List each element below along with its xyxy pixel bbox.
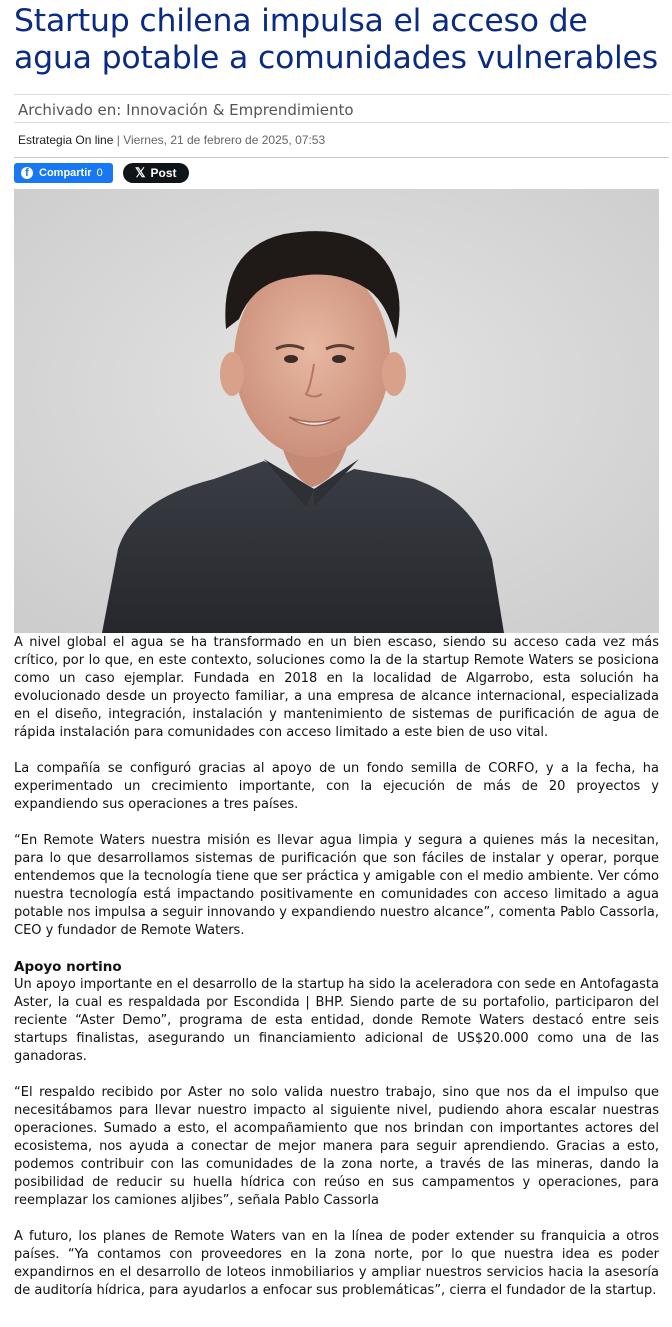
- byline-divider: [14, 157, 669, 158]
- facebook-share-label: Compartir: [39, 167, 92, 179]
- article: [14, 0, 659, 1318]
- article-photo: [14, 189, 659, 633]
- byline: [14, 133, 659, 157]
- paragraph-5: “El respaldo recibido por Aster no solo valida nuestro trabajo, sino que nos da el impulso que necesitábamos para llevar nuestro impacto al siguiente nivel, pudiendo ahora escalar nuestras operaciones. Sumado a esto, el acompañamiento que nos brindan con importantes actores del ecosistema, nos ayuda a conectar de mejor manera para seguir aprendiendo. Gracias a esto, podemos contribuir con las comunidades de la zona norte, a través de las mineras, dando la posibilidad de reducir su huella hídrica con reúso en sus campamentos y operaciones, para reemplazar los camiones aljibes”, señala Pablo Cassorla: [14, 1085, 659, 1208]
- facebook-share-count: 0: [96, 167, 103, 179]
- article-title: Startup chilena impulsa el acceso de agua potable a comunidades vulnerables: [14, 3, 658, 76]
- byline-date: Viernes, 21 de febrero de 2025, 07:53: [123, 133, 326, 147]
- archived-label: Archivado en:: [18, 101, 122, 119]
- paragraph-3: “En Remote Waters nuestra misión es llevar agua limpia y segura a quienes más la necesitan, para lo que desarrollamos sistemas de purificación que son fáciles de instalar y operar, porque entendemos que la tecnología tiene que ser práctica y amigable con el medio ambiente. Ver cómo nuestra tecnología está impactando positivamente en comunidades con acceso limitado a agua potable nos impulsa a seguir innovando y expandiendo nuestro alcance”, comenta Pablo Cassorla, CEO y fundador de Remote Waters.: [14, 833, 659, 938]
- category-link[interactable]: Innovación & Emprendimiento: [126, 101, 354, 119]
- article-body: [14, 634, 659, 1300]
- share-bar: [14, 163, 659, 183]
- portrait-photo: [14, 189, 659, 633]
- facebook-icon: f: [21, 167, 33, 179]
- facebook-share-button[interactable]: [14, 163, 113, 183]
- byline-author: Estrategia On line: [18, 133, 114, 147]
- x-logo-icon: 𝕏: [135, 165, 146, 180]
- category-bar: [14, 94, 670, 123]
- paragraph-1: A nivel global el agua se ha transformado en un bien escaso, siendo su acceso cada vez más crítico, por lo que, en este contexto, soluciones como la de la startup Remote Waters se posiciona como un caso ejemplar. Fundada en 2018 en la localidad de Algarrobo, esta solución ha evolucionado desde un proyecto familiar, a una empresa de alcance internacional, especializada en el diseño, integración, instalación y mantenimiento de sistemas de purificación de agua de rápida instalación para comunidades con acceso limitado a este bien de uso vital.: [14, 635, 659, 740]
- subheading: Apoyo nortino: [14, 959, 122, 975]
- byline-separator: |: [113, 133, 124, 147]
- paragraph-2: La compañía se configuró gracias al apoyo de un fondo semilla de CORFO, y a la fecha, ha experimentado un crecimiento importante, con la ejecución de más de 20 proyectos y expandiendo sus operaciones a tres países.: [14, 761, 659, 812]
- paragraph-4: Un apoyo importante en el desarrollo de la startup ha sido la aceleradora con sede en Antofagasta Aster, la cual es respaldada por Escondida | BHP. Siendo parte de su portafolio, participaron del reciente “Aster Demo”, programa de esta entidad, donde Remote Waters destacó entre seis startups finalistas, asegurando un financiamiento adicional de US$20.000 como una de las ganadoras.: [14, 977, 659, 1064]
- paragraph-6: A futuro, los planes de Remote Waters van en la línea de poder extender su franquicia a otros países. “Ya contamos con proveedores en la zona norte, por lo que nuestra idea es poder expandirnos en el desarrollo de loteos inmobiliarios y ampliar nuestros servicios hacia la asesoría de auditoría hídrica, para ayudarlos a enfocar sus problemáticas”, cierra el fundador de la startup.: [14, 1229, 659, 1298]
- x-post-button[interactable]: [123, 163, 189, 183]
- x-post-label: Post: [150, 166, 177, 180]
